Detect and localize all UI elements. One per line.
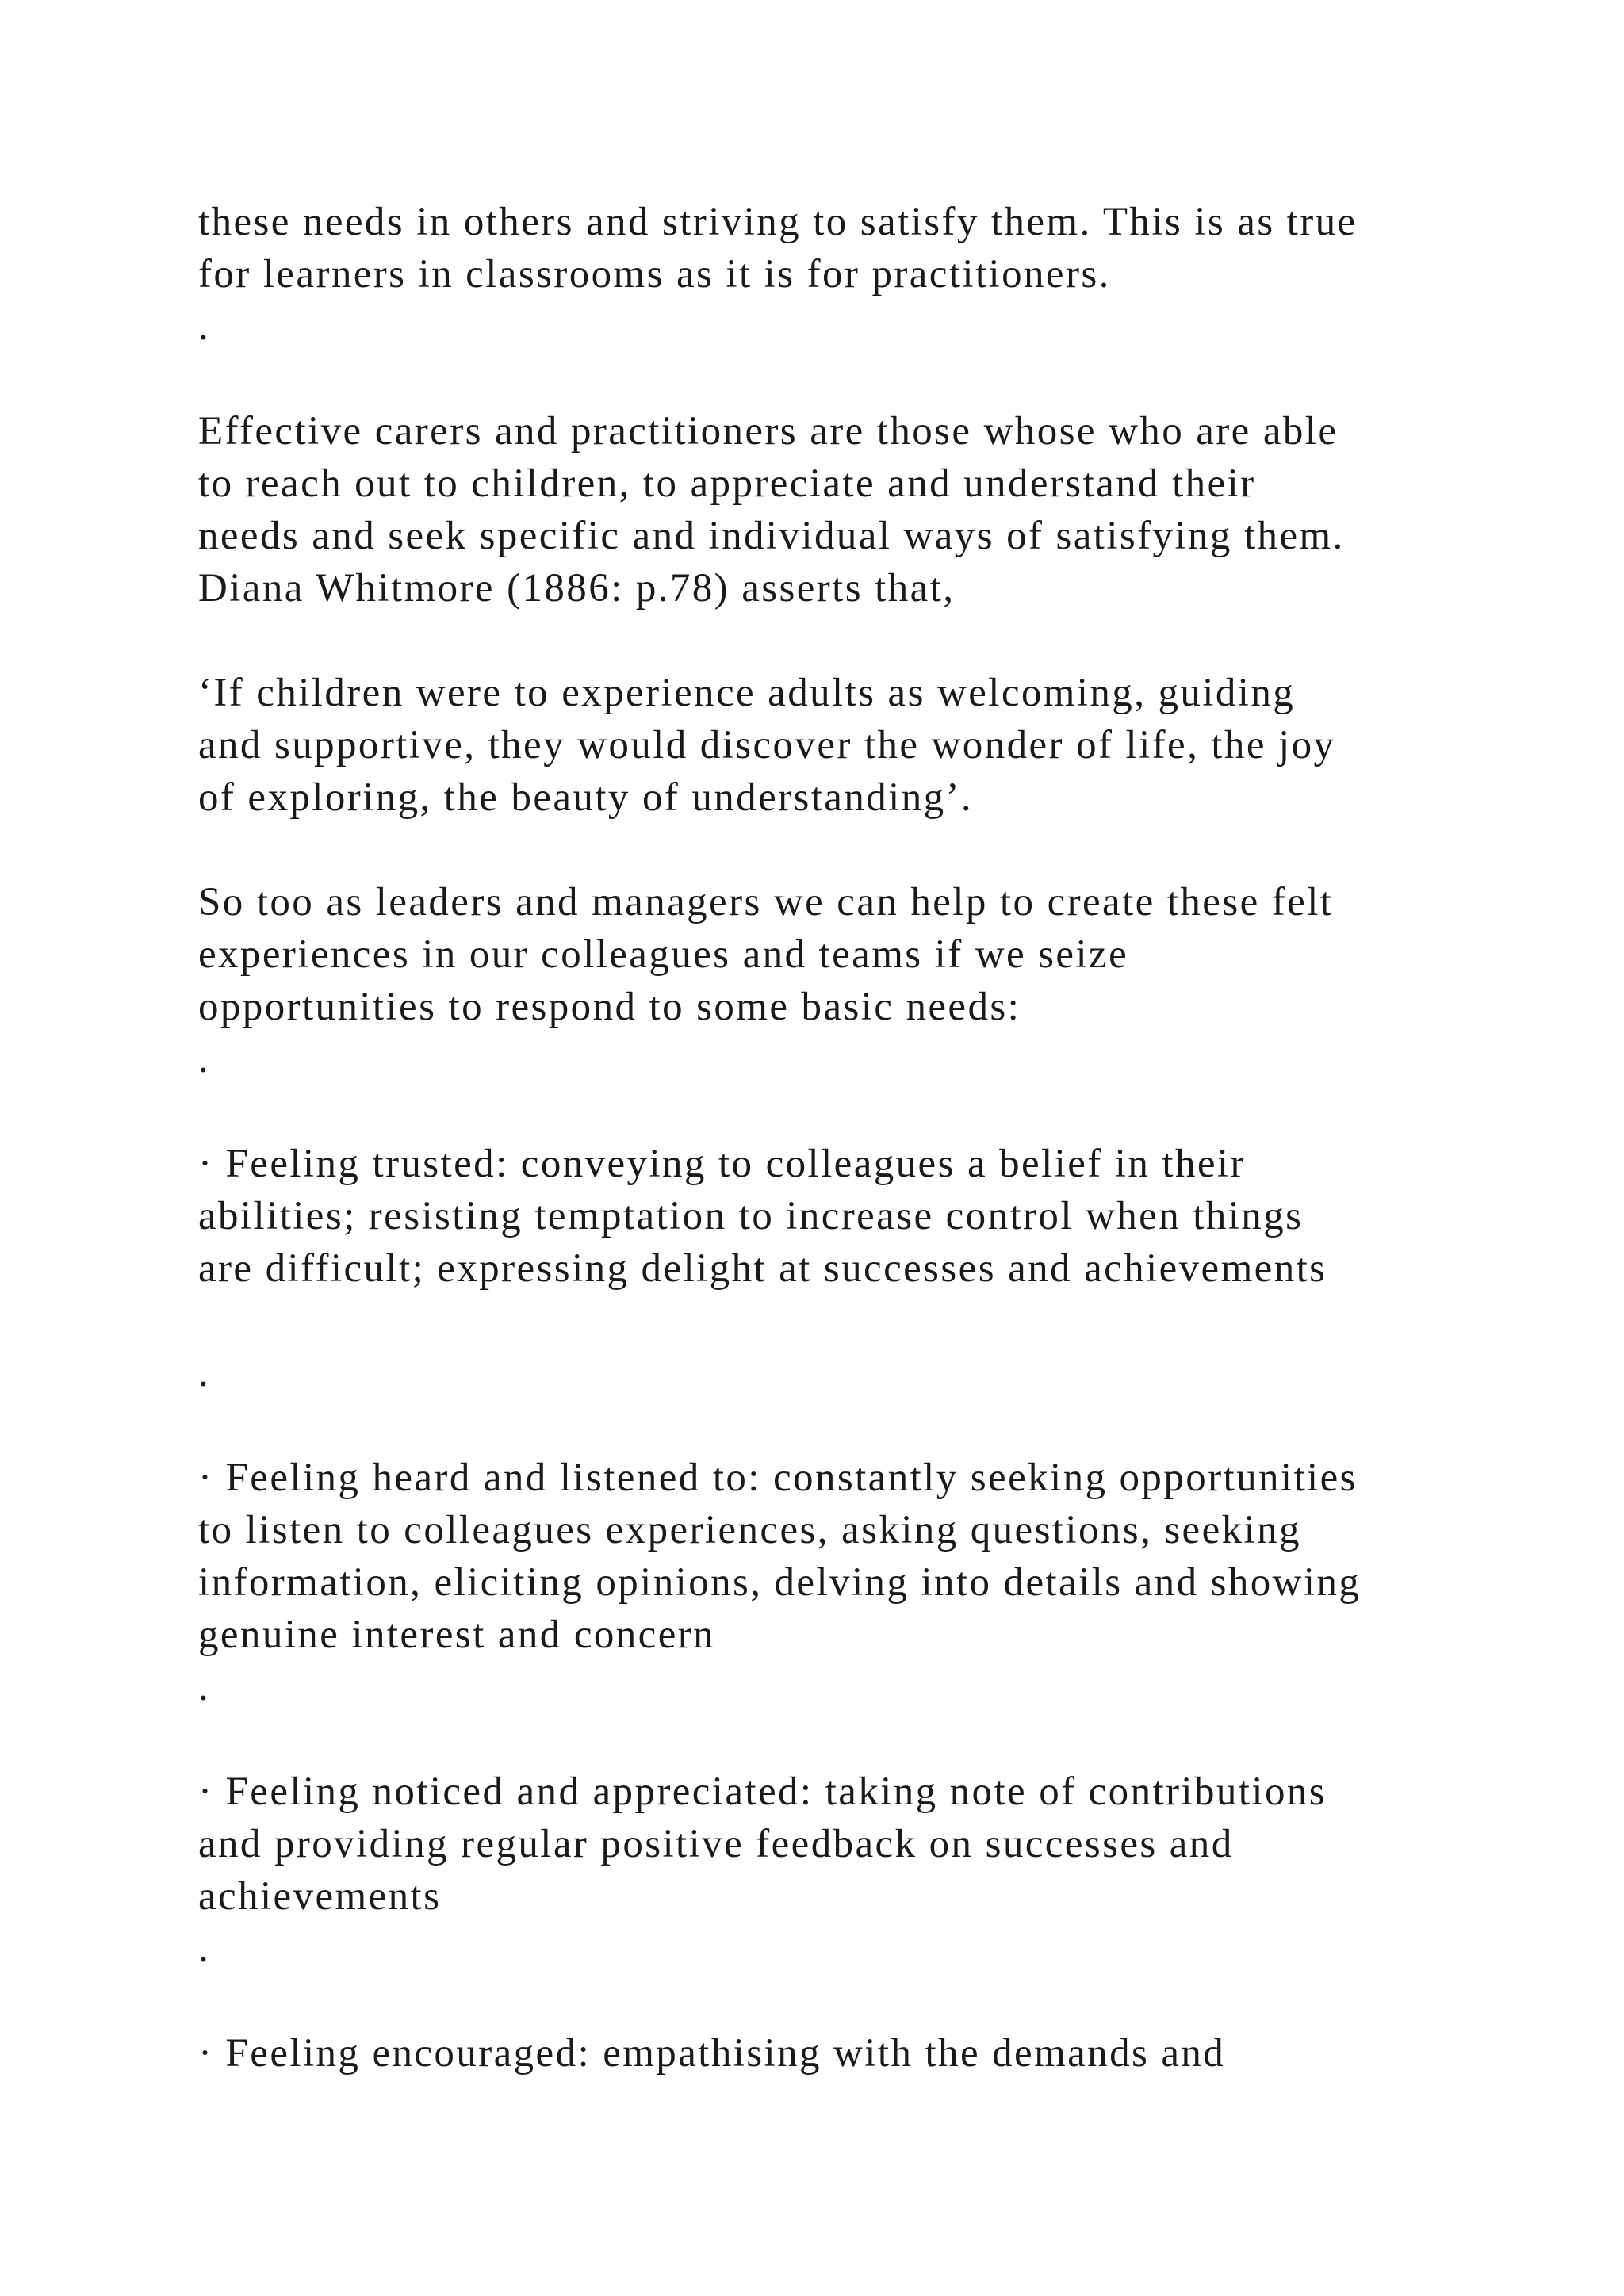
- text-line: .: [198, 1927, 211, 1971]
- bullet-line: genuine interest and concern: [198, 1613, 716, 1657]
- text-line: experiences in our colleagues and teams if we seize: [198, 932, 1129, 977]
- bullet-line: · Feeling heard and listened to: constantly seeking opportunities: [198, 1456, 1358, 1500]
- bullet-line: information, eliciting opinions, delving into details and showing: [198, 1560, 1362, 1605]
- text-line: Effective carers and practitioners are those whose who are able: [198, 409, 1339, 453]
- text-line: to reach out to children, to appreciate and understand their: [198, 461, 1256, 506]
- text-line: .: [198, 1351, 211, 1395]
- text-line: opportunities to respond to some basic needs:: [198, 985, 1021, 1029]
- text-line: Diana Whitmore (1886: p.78) asserts that,: [198, 566, 956, 610]
- bullet-line: are difficult; expressing delight at successes and achievements: [198, 1246, 1327, 1291]
- text-line: .: [198, 1665, 211, 1709]
- bullet-line: · Feeling trusted: conveying to colleagues a belief in their: [198, 1142, 1246, 1186]
- bullet-line: · Feeling encouraged: empathising with the demands and: [198, 2031, 1226, 2076]
- text-line: these needs in others and striving to satisfy them. This is as true: [198, 200, 1358, 244]
- text-line: needs and seek specific and individual ways of satisfying them.: [198, 514, 1345, 558]
- bullet-line: and providing regular positive feedback on successes and: [198, 1822, 1234, 1866]
- bullet-line: achievements: [198, 1874, 442, 1919]
- quote-line: and supportive, they would discover the wonder of life, the joy: [198, 723, 1336, 767]
- text-line: .: [198, 304, 211, 349]
- text-line: for learners in classrooms as it is for practitioners.: [198, 252, 1111, 297]
- bullet-line: abilities; resisting temptation to increase control when things: [198, 1194, 1304, 1238]
- bullet-line: to listen to colleagues experiences, asking questions, seeking: [198, 1508, 1301, 1552]
- text-line: .: [198, 1037, 211, 1081]
- quote-line: ‘If children were to experience adults as welcoming, guiding: [198, 671, 1296, 715]
- bullet-line: · Feeling noticed and appreciated: taking note of contributions: [198, 1770, 1327, 1814]
- text-line: So too as leaders and managers we can help to create these felt: [198, 880, 1334, 924]
- quote-line: of exploring, the beauty of understanding’.: [198, 775, 974, 820]
